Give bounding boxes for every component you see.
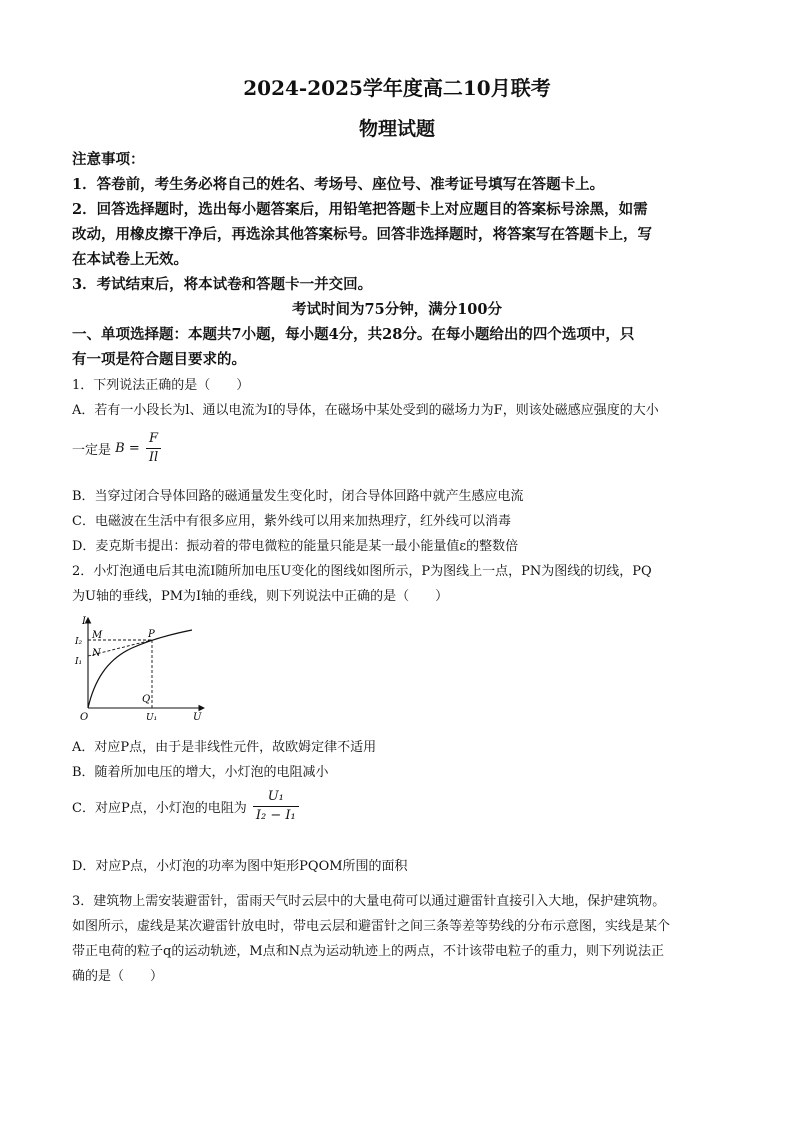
exam-subject: 物理试题: [358, 118, 435, 140]
q1-option-a-line-2: [72, 430, 722, 472]
q1-option-c: C．电磁波在生活中有很多应用，紫外线可以用来加热理疗，红外线可以消毒: [72, 514, 511, 529]
notice-item-2-line-3: 在本试卷上无效。: [72, 251, 188, 268]
q2-stem-line-1: 2．小灯泡通电后其电流I随所加电压U变化的图线如图所示，P为图线上一点，PN为图线的切线，PQ: [72, 564, 652, 579]
exam-title: 2024-2025学年度高二10月联考: [243, 76, 551, 100]
q2-stem-line-2: 为U轴的垂线，PM为I轴的垂线，则下列说法中正确的是（ ）: [72, 589, 449, 604]
label-n: N: [92, 648, 101, 659]
q1-formula-lhs: B =: [115, 441, 140, 456]
q1-formula-fraction: [146, 430, 161, 467]
q1-option-a-line-1: A．若有一小段长为l、通以电流为I的导体，在磁场中某处受到的磁场力为F，则该处磁感应强度的大小: [72, 403, 659, 418]
q1-option-a-prefix: 一定是: [72, 443, 112, 458]
label-i: I: [82, 616, 86, 627]
label-o: O: [80, 712, 89, 723]
q2-option-c-fraction: [253, 788, 299, 825]
q3-stem-line-3: 带正电荷的粒子q的运动轨迹，M点和N点为运动轨迹上的两点，不计该带电粒子的重力，则下列说法正: [72, 944, 665, 959]
iu-curve: [88, 630, 192, 708]
q2-option-c-prefix: C．对应P点，小灯泡的电阻为: [72, 801, 247, 816]
label-p: P: [148, 629, 155, 640]
notice-heading: 注意事项：: [72, 151, 145, 168]
label-q: Q: [142, 694, 151, 705]
q3-stem-line-2: 如图所示，虚线是某次避雷针放电时，带电云层和避雷针之间三条等差等势线的分布示意图，实线是某个: [72, 919, 671, 934]
notice-item-3: 3．考试结束后，将本试卷和答题卡一并交回。: [72, 276, 373, 293]
label-u: U: [193, 712, 202, 723]
notice-item-2-line-2: 改动，用橡皮擦干净后，再选涂其他答案标号。回答非选择题时，将答案写在答题卡上，写: [72, 226, 652, 243]
iu-curve-figure: [72, 612, 222, 724]
q1-stem: 1．下列说法正确的是（ ）: [72, 378, 250, 393]
q3-stem-line-4: 确的是（ ）: [72, 969, 164, 984]
q2-option-c-numerator: U₁: [253, 788, 299, 807]
notice-item-2-line-1: 2．回答选择题时，选出每小题答案后，用铅笔把答题卡上对应题目的答案标号涂黑，如需: [72, 201, 648, 218]
q2-option-c-denominator: I₂ − I₁: [255, 808, 296, 823]
notice-item-1: 1．答卷前，考生务必将自己的姓名、考场号、座位号、准考证号填写在答题卡上。: [72, 176, 605, 193]
label-u1: U₁: [146, 713, 158, 723]
q1-option-b: B．当穿过闭合导体回路的磁通量发生变化时，闭合导体回路中就产生感应电流: [72, 489, 524, 504]
q3-stem-line-1: 3．建筑物上需安装避雷针，雷雨天气时云层中的大量电荷可以通过避雷针直接引入大地，保护建筑物。: [72, 894, 666, 909]
section-1-heading-line-2: 有一项是符合题目要求的。: [72, 351, 246, 368]
label-i1: I₁: [75, 657, 83, 667]
q2-option-c: [72, 788, 722, 834]
section-1-heading-line-1: 一、单项选择题：本题共7小题，每小题4分，共28分。在每小题给出的四个选项中，只: [72, 326, 635, 343]
q2-option-b: B．随着所加电压的增大，小灯泡的电阻减小: [72, 765, 329, 780]
label-i2: I₂: [75, 637, 83, 647]
label-m: M: [92, 630, 103, 641]
q2-option-d: D．对应P点，小灯泡的功率为图中矩形PQOM所围的面积: [72, 859, 408, 874]
q1-option-d: D．麦克斯韦提出：振动着的带电微粒的能量只能是某一最小能量值ε的整数倍: [72, 539, 519, 554]
q1-formula-denominator: Il: [148, 450, 159, 465]
q2-option-a: A．对应P点，由于是非线性元件，故欧姆定律不适用: [72, 740, 377, 755]
exam-time-info: 考试时间为75分钟，满分100分: [292, 301, 502, 318]
q1-formula-numerator: F: [146, 430, 161, 449]
